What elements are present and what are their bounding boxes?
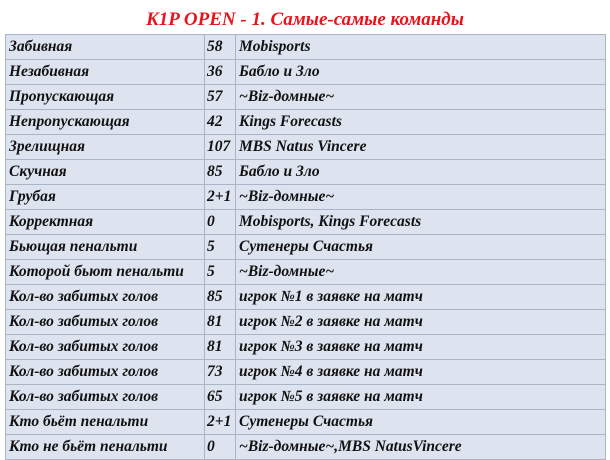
table-row — [6, 185, 606, 210]
team-cell: Kings Forecasts — [236, 110, 606, 135]
team-cell: игрок №3 в заявке на матч — [236, 335, 606, 360]
category-cell: Зрелищная — [6, 135, 205, 160]
value-cell: 85 — [205, 285, 236, 310]
table-row — [6, 260, 606, 285]
value-cell: 2+1 — [205, 185, 236, 210]
category-cell: Незабивная — [6, 60, 205, 85]
value-cell: 5 — [205, 260, 236, 285]
value-cell: 42 — [205, 110, 236, 135]
team-cell: ~Biz-домные~ — [236, 185, 606, 210]
team-cell: Сутенеры Счастья — [236, 410, 606, 435]
value-cell: 0 — [205, 435, 236, 460]
value-cell: 73 — [205, 360, 236, 385]
value-cell: 36 — [205, 60, 236, 85]
table-row — [6, 435, 606, 460]
team-cell: игрок №2 в заявке на матч — [236, 310, 606, 335]
value-cell: 58 — [205, 35, 236, 60]
team-cell: ~Biz-домные~,MBS NatusVincere — [236, 435, 606, 460]
team-cell: ~Biz-домные~ — [236, 85, 606, 110]
table-row — [6, 385, 606, 410]
table-row — [6, 235, 606, 260]
value-cell: 57 — [205, 85, 236, 110]
team-cell: игрок №1 в заявке на матч — [236, 285, 606, 310]
awards-table — [5, 34, 606, 460]
category-cell: Кол-во забитых голов — [6, 310, 205, 335]
team-cell: игрок №5 в заявке на матч — [236, 385, 606, 410]
table-row — [6, 35, 606, 60]
table-row — [6, 285, 606, 310]
team-cell: Бабло и Зло — [236, 160, 606, 185]
table-row — [6, 60, 606, 85]
table-row — [6, 135, 606, 160]
value-cell: 2+1 — [205, 410, 236, 435]
value-cell: 81 — [205, 310, 236, 335]
awards-table-body — [6, 35, 606, 460]
team-cell: Mobisports — [236, 35, 606, 60]
table-row — [6, 335, 606, 360]
category-cell: Скучная — [6, 160, 205, 185]
value-cell: 5 — [205, 235, 236, 260]
category-cell: Забивная — [6, 35, 205, 60]
category-cell: Кол-во забитых голов — [6, 335, 205, 360]
category-cell: Кто бьёт пенальти — [6, 410, 205, 435]
category-cell: Пропускающая — [6, 85, 205, 110]
value-cell: 65 — [205, 385, 236, 410]
team-cell: MBS Natus Vincere — [236, 135, 606, 160]
category-cell: Грубая — [6, 185, 205, 210]
category-cell: Кол-во забитых голов — [6, 285, 205, 310]
team-cell: ~Biz-домные~ — [236, 260, 606, 285]
category-cell: Непропускающая — [6, 110, 205, 135]
category-cell: Кол-во забитых голов — [6, 360, 205, 385]
page-title: K1P OPEN - 1. Самые-самые команды — [146, 9, 464, 30]
category-cell: Бьющая пенальти — [6, 235, 205, 260]
value-cell: 81 — [205, 335, 236, 360]
team-cell: Сутенеры Счастья — [236, 235, 606, 260]
category-cell: Которой бьют пенальти — [6, 260, 205, 285]
category-cell: Кто не бьёт пенальти — [6, 435, 205, 460]
table-row — [6, 310, 606, 335]
table-row — [6, 160, 606, 185]
team-cell: Mobisports, Kings Forecasts — [236, 210, 606, 235]
category-cell: Корректная — [6, 210, 205, 235]
value-cell: 0 — [205, 210, 236, 235]
category-cell: Кол-во забитых голов — [6, 385, 205, 410]
table-row — [6, 410, 606, 435]
table-row — [6, 110, 606, 135]
table-row — [6, 360, 606, 385]
value-cell: 85 — [205, 160, 236, 185]
team-cell: Бабло и Зло — [236, 60, 606, 85]
table-row — [6, 85, 606, 110]
value-cell: 107 — [205, 135, 236, 160]
team-cell: игрок №4 в заявке на матч — [236, 360, 606, 385]
table-row — [6, 210, 606, 235]
